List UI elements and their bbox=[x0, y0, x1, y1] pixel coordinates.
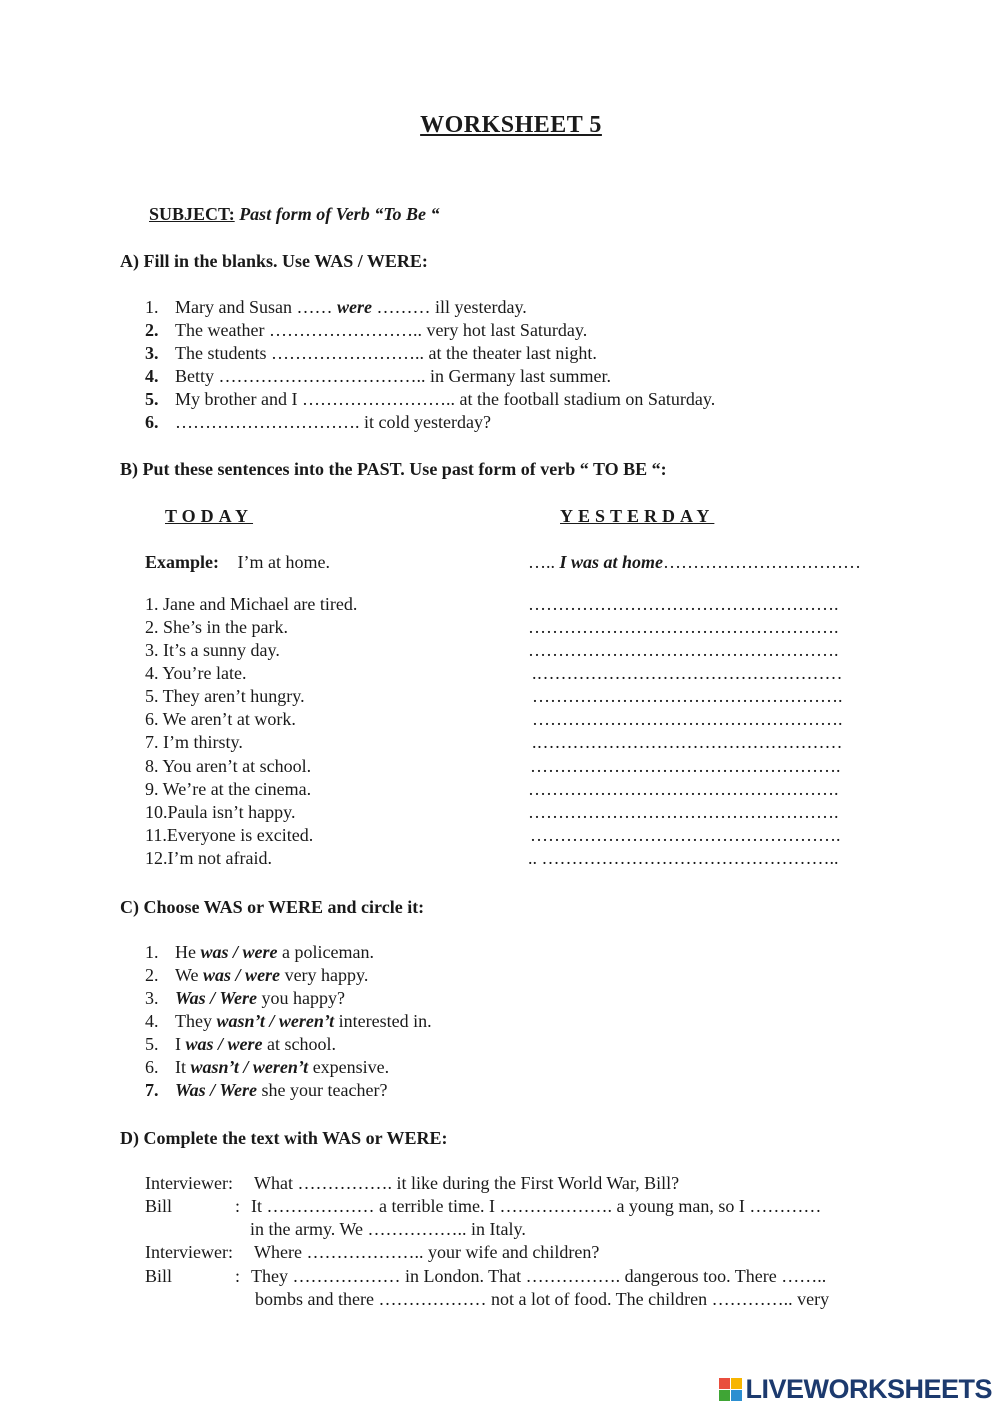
section-a-item-3: 3. The students …………………….. at the theater last night. bbox=[145, 343, 597, 363]
section-c-item: 2. We was / were very happy. bbox=[145, 965, 369, 985]
section-a-heading: A) Fill in the blanks. Use WAS / WERE: bbox=[120, 251, 428, 271]
today-sentence: 10.Paula isn’t happy. bbox=[145, 802, 296, 822]
example-yesterday: ….. I was at home…………………………… bbox=[528, 552, 862, 572]
choice-options[interactable]: was / were bbox=[185, 1034, 263, 1054]
logo-square-yellow bbox=[731, 1378, 742, 1389]
choice-options[interactable]: wasn’t / weren’t bbox=[190, 1057, 309, 1077]
section-a-item-1: 1. Mary and Susan …… were ……… ill yesterday. bbox=[145, 297, 527, 317]
subject-line bbox=[149, 204, 440, 225]
column-yesterday-header: YESTERDAY bbox=[560, 506, 715, 526]
section-c-item: 7. Was / Were she your teacher? bbox=[145, 1080, 388, 1100]
today-sentence: 8. You aren’t at school. bbox=[145, 756, 312, 776]
logo-square-red bbox=[719, 1378, 730, 1389]
section-c-item: 5. I was / were at school. bbox=[145, 1034, 337, 1054]
dialogue-speaker: Interviewer: bbox=[145, 1242, 233, 1262]
section-d-heading: D) Complete the text with WAS or WERE: bbox=[120, 1128, 448, 1148]
dialogue-text[interactable]: They ……………… in London. That ……………. dangerous too. There …….. bbox=[251, 1266, 827, 1286]
liveworksheets-logo-text: LIVEWORKSHEETS bbox=[745, 1374, 992, 1404]
today-sentence: 11.Everyone is excited. bbox=[145, 825, 314, 845]
liveworksheets-logo-icon bbox=[719, 1378, 743, 1402]
dialogue-colon: : bbox=[235, 1266, 241, 1286]
subject-value: Past form of Verb “To Be “ bbox=[239, 204, 440, 224]
logo-square-blue bbox=[731, 1390, 742, 1401]
today-sentence: 4. You’re late. bbox=[145, 663, 247, 683]
today-sentence: 9. We’re at the cinema. bbox=[145, 779, 312, 799]
section-a-item-2: 2. The weather …………………….. very hot last Saturday. bbox=[145, 320, 588, 340]
today-sentence: 7. I’m thirsty. bbox=[145, 732, 243, 752]
answer-blank[interactable]: .…………………………………………… bbox=[532, 732, 843, 752]
section-c-heading: C) Choose WAS or WERE and circle it: bbox=[120, 897, 425, 917]
dialogue-colon: : bbox=[235, 1196, 241, 1216]
example-today: Example: I’m at home. bbox=[145, 552, 330, 572]
section-a-item-5: 5. My brother and I …………………….. at the football stadium on Saturday. bbox=[145, 389, 716, 409]
answer-blank[interactable]: .…………………………………………… bbox=[532, 663, 843, 683]
dialogue-text[interactable]: What ……………. it like during the First World War, Bill? bbox=[254, 1173, 680, 1193]
answer-example: were bbox=[336, 297, 372, 317]
section-a-item-6: 6. …………………………. it cold yesterday? bbox=[145, 412, 491, 432]
today-sentence: 1. Jane and Michael are tired. bbox=[145, 594, 358, 614]
choice-options[interactable]: wasn’t / weren’t bbox=[216, 1011, 335, 1031]
section-c-item: 4. They wasn’t / weren’t interested in. bbox=[145, 1011, 432, 1031]
section-c-item: 3. Was / Were you happy? bbox=[145, 988, 345, 1008]
today-sentence: 3. It’s a sunny day. bbox=[145, 640, 280, 660]
dialogue-speaker: Bill bbox=[145, 1266, 173, 1286]
section-c-item: 6. It wasn’t / weren’t expensive. bbox=[145, 1057, 390, 1077]
worksheet-title: WORKSHEET 5 bbox=[420, 112, 602, 138]
subject-label: SUBJECT: bbox=[149, 204, 235, 224]
answer-blank[interactable]: .. ………………………………………….. bbox=[528, 848, 839, 868]
section-a-item-4: 4. Betty …………………………….. in Germany last summer. bbox=[145, 366, 611, 386]
column-today-header: TODAY bbox=[165, 506, 254, 526]
answer-blank[interactable]: ……………………………………………. bbox=[530, 756, 841, 776]
answer-blank[interactable]: ……………………………………………. bbox=[528, 617, 839, 637]
answer-blank[interactable]: ……………………………………………. bbox=[528, 640, 839, 660]
section-b-heading: B) Put these sentences into the PAST. Use past form of verb “ TO BE “: bbox=[120, 459, 667, 479]
dialogue-speaker: Interviewer: bbox=[145, 1173, 233, 1193]
dialogue-text[interactable]: bombs and there ……………… not a lot of food. The children ………….. very bbox=[255, 1289, 830, 1309]
answer-blank[interactable]: ……………………………………………. bbox=[530, 825, 841, 845]
choice-options[interactable]: Was / Were bbox=[175, 1080, 258, 1100]
choice-options[interactable]: was / were bbox=[203, 965, 281, 985]
answer-blank[interactable]: ……………………………………………. bbox=[528, 802, 839, 822]
answer-blank[interactable]: ……………………………………………. bbox=[528, 594, 839, 614]
dialogue-text[interactable]: in the army. We …………….. in Italy. bbox=[250, 1219, 526, 1239]
today-sentence: 6. We aren’t at work. bbox=[145, 709, 296, 729]
today-sentence: 12.I’m not afraid. bbox=[145, 848, 272, 868]
today-sentence: 5. They aren’t hungry. bbox=[145, 686, 305, 706]
answer-blank[interactable]: ……………………………………………. bbox=[532, 709, 843, 729]
answer-blank[interactable]: ……………………………………………. bbox=[532, 686, 843, 706]
dialogue-text[interactable]: Where ……………….. your wife and children? bbox=[254, 1242, 600, 1262]
answer-blank[interactable]: ……………………………………………. bbox=[528, 779, 839, 799]
choice-options[interactable]: was / were bbox=[200, 942, 278, 962]
section-c-item: 1. He was / were a policeman. bbox=[145, 942, 374, 962]
today-sentence: 2. She’s in the park. bbox=[145, 617, 288, 637]
dialogue-text[interactable]: It ……………… a terrible time. I ………………. a young man, so I ………… bbox=[251, 1196, 822, 1216]
logo-square-green bbox=[719, 1390, 730, 1401]
liveworksheets-logo[interactable] bbox=[719, 1374, 992, 1405]
dialogue-speaker: Bill bbox=[145, 1196, 173, 1216]
choice-options[interactable]: Was / Were bbox=[175, 988, 258, 1008]
